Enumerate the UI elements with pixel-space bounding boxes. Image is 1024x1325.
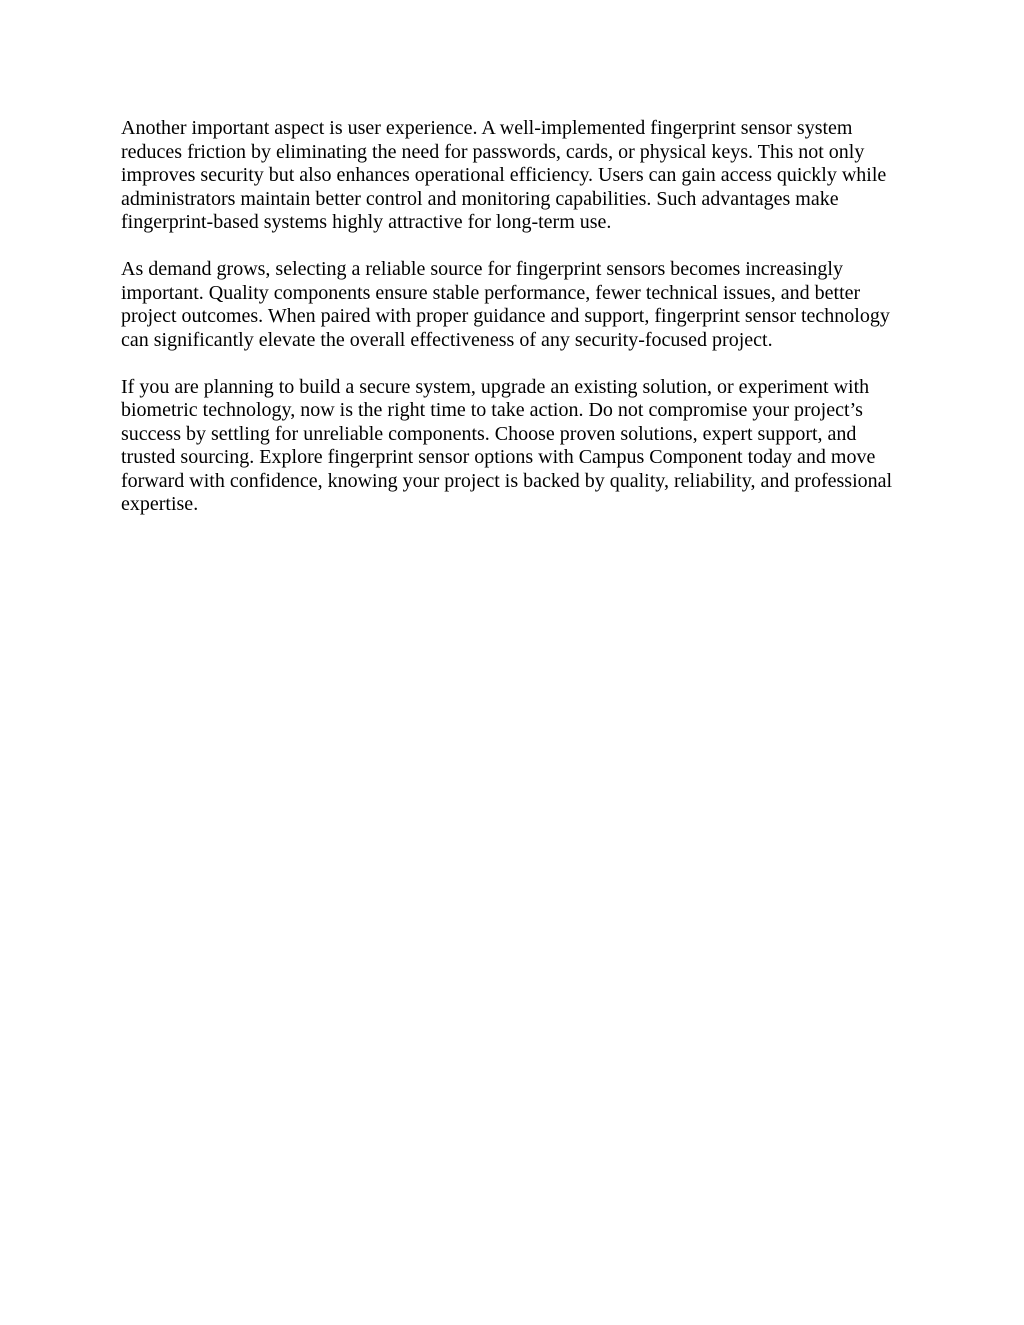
paragraph-user-experience: Another important aspect is user experience. A well-implemented fingerprint sensor system reduces friction by eliminating the need for passwords, cards, or physical keys. This not only improves security but also enhances operational efficiency. Users can gain access quickly while administrators maintain better control and monitoring capabilities. Such advantages make fingerprint-based systems highly attractive for long-term use.	[121, 117, 887, 233]
document-text-block	[121, 117, 905, 517]
paragraph-call-to-action: If you are planning to build a secure system, upgrade an existing solution, or experiment with biometric technology, now is the right time to take action. Do not compromise your project’s success by settling for unreliable components. Choose proven solutions, expert support, and trusted sourcing. Explore fingerprint sensor options with Campus Component today and move forward with confidence, knowing your project is backed by quality, reliability, and professional expertise.	[121, 375, 893, 515]
paragraph-demand-quality: As demand grows, selecting a reliable source for fingerprint sensors becomes increasingly important. Quality components ensure stable performance, fewer technical issues, and better project outcomes. When paired with proper guidance and support, fingerprint sensor technology can significantly elevate the overall effectiveness of any security-focused project.	[121, 258, 890, 351]
